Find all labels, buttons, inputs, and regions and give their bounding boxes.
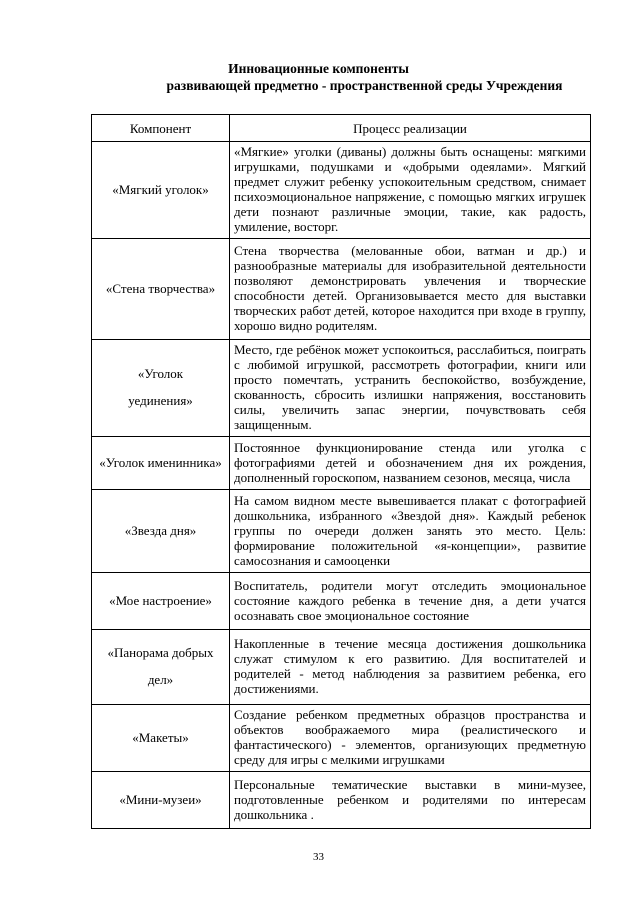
- component-name: «Стена творчества»: [105, 280, 216, 296]
- component-name-cell: [92, 340, 230, 437]
- table-row: [92, 705, 591, 772]
- component-name-cell: [92, 772, 230, 829]
- component-name-cell: [92, 573, 230, 630]
- table-row: [92, 239, 591, 340]
- component-process: Место, где ребёнок может успокоиться, расслабиться, поиграть с любимой игрушкой, рассмотреть фотографии, книги или просто помечтать, устранить беспокойство, возбуждение, скованность, сбросить излишки напряжения, восстановить силы, увеличить запас энергии, почувствовать себя защищенным.: [230, 340, 591, 437]
- component-name: «Звезда дня»: [124, 522, 197, 538]
- title-line-2: развивающей предметно - пространственной среды Учреждения: [166, 78, 563, 93]
- component-name: «Уголок именинника»: [99, 454, 222, 470]
- component-process: Стена творчества (мелованные обои, ватман и др.) и разнообразные материалы для изобразительной деятельности позволяют демонстрировать увлечения и творческие способности детей. Организовывается место для выставки творческих работ детей, которое находится при входе в группу, хорошо видно родителям.: [230, 239, 591, 340]
- component-process: Накопленные в течение месяца достижения дошкольника служат стимулом к его развитию. Для воспитателей и родителей - метод наблюдения за развитием ребенка, его достижениями.: [230, 630, 591, 705]
- table-row: [92, 573, 591, 630]
- component-name-cell: [92, 490, 230, 573]
- component-name: дел»: [147, 672, 174, 687]
- page-number: 33: [313, 851, 324, 863]
- header-component: Компонент: [92, 115, 230, 142]
- component-name: уединения»: [128, 393, 193, 408]
- component-name: «Панорама добрых: [107, 645, 214, 660]
- component-process: Постоянное функционирование стенда или уголка с фотографиями детей и обозначением дня их рождения, дополненный гороскопом, названием сезонов, месяца, числа: [230, 437, 591, 490]
- component-name-cell: [92, 437, 230, 490]
- document-title: [0, 60, 637, 94]
- component-process: Воспитатель, родители могут отследить эмоциональное состояние каждого ребенка в течение дня, а дети учатся осознавать свое эмоциональное состояние: [230, 573, 591, 630]
- component-process: Персональные тематические выставки в мини-музее, подготовленные ребенком и родителями по интересам дошкольника .: [230, 772, 591, 829]
- component-name-cell: [92, 630, 230, 705]
- component-name-cell: [92, 705, 230, 772]
- table-row: [92, 437, 591, 490]
- components-table: [91, 114, 591, 829]
- table-row: [92, 630, 591, 705]
- title-line-1: Инновационные компоненты: [228, 61, 409, 76]
- table-header-row: [92, 115, 591, 142]
- component-name-cell: [92, 239, 230, 340]
- table-row: [92, 142, 591, 239]
- table-row: [92, 340, 591, 437]
- component-name-cell: [92, 142, 230, 239]
- header-process: Процесс реализации: [230, 115, 591, 142]
- component-name: «Мягкий уголок»: [112, 181, 209, 197]
- component-name: «Уголок: [137, 366, 184, 381]
- component-process: На самом видном месте вывешивается плакат с фотографией дошкольника, избранного «Звездой дня». Каждый ребенок группы по очереди должен занять это место. Цель: формирование положительной «я-концепции», развитие самосознания и самооценки: [230, 490, 591, 573]
- table-body: [92, 142, 591, 829]
- component-name: «Макеты»: [132, 729, 189, 745]
- component-process: «Мягкие» уголки (диваны) должны быть оснащены: мягкими игрушками, подушками и «добрыми одеялами». Мягкий предмет служит ребенку успокоительным средством, снимает психоэмоциональное напряжение, с помощью мягких игрушек дети познают различные эмоции, такие, как радость, умиление, восторг.: [230, 142, 591, 239]
- table-row: [92, 490, 591, 573]
- component-name: «Мини-музеи»: [119, 791, 202, 807]
- component-process: Создание ребенком предметных образцов пространства и объектов воображаемого мира (реалистического и фантастического) - элементов, организующих предметную среду для игры с мелкими игрушками: [230, 705, 591, 772]
- table-row: [92, 772, 591, 829]
- component-name: «Мое настроение»: [109, 592, 212, 608]
